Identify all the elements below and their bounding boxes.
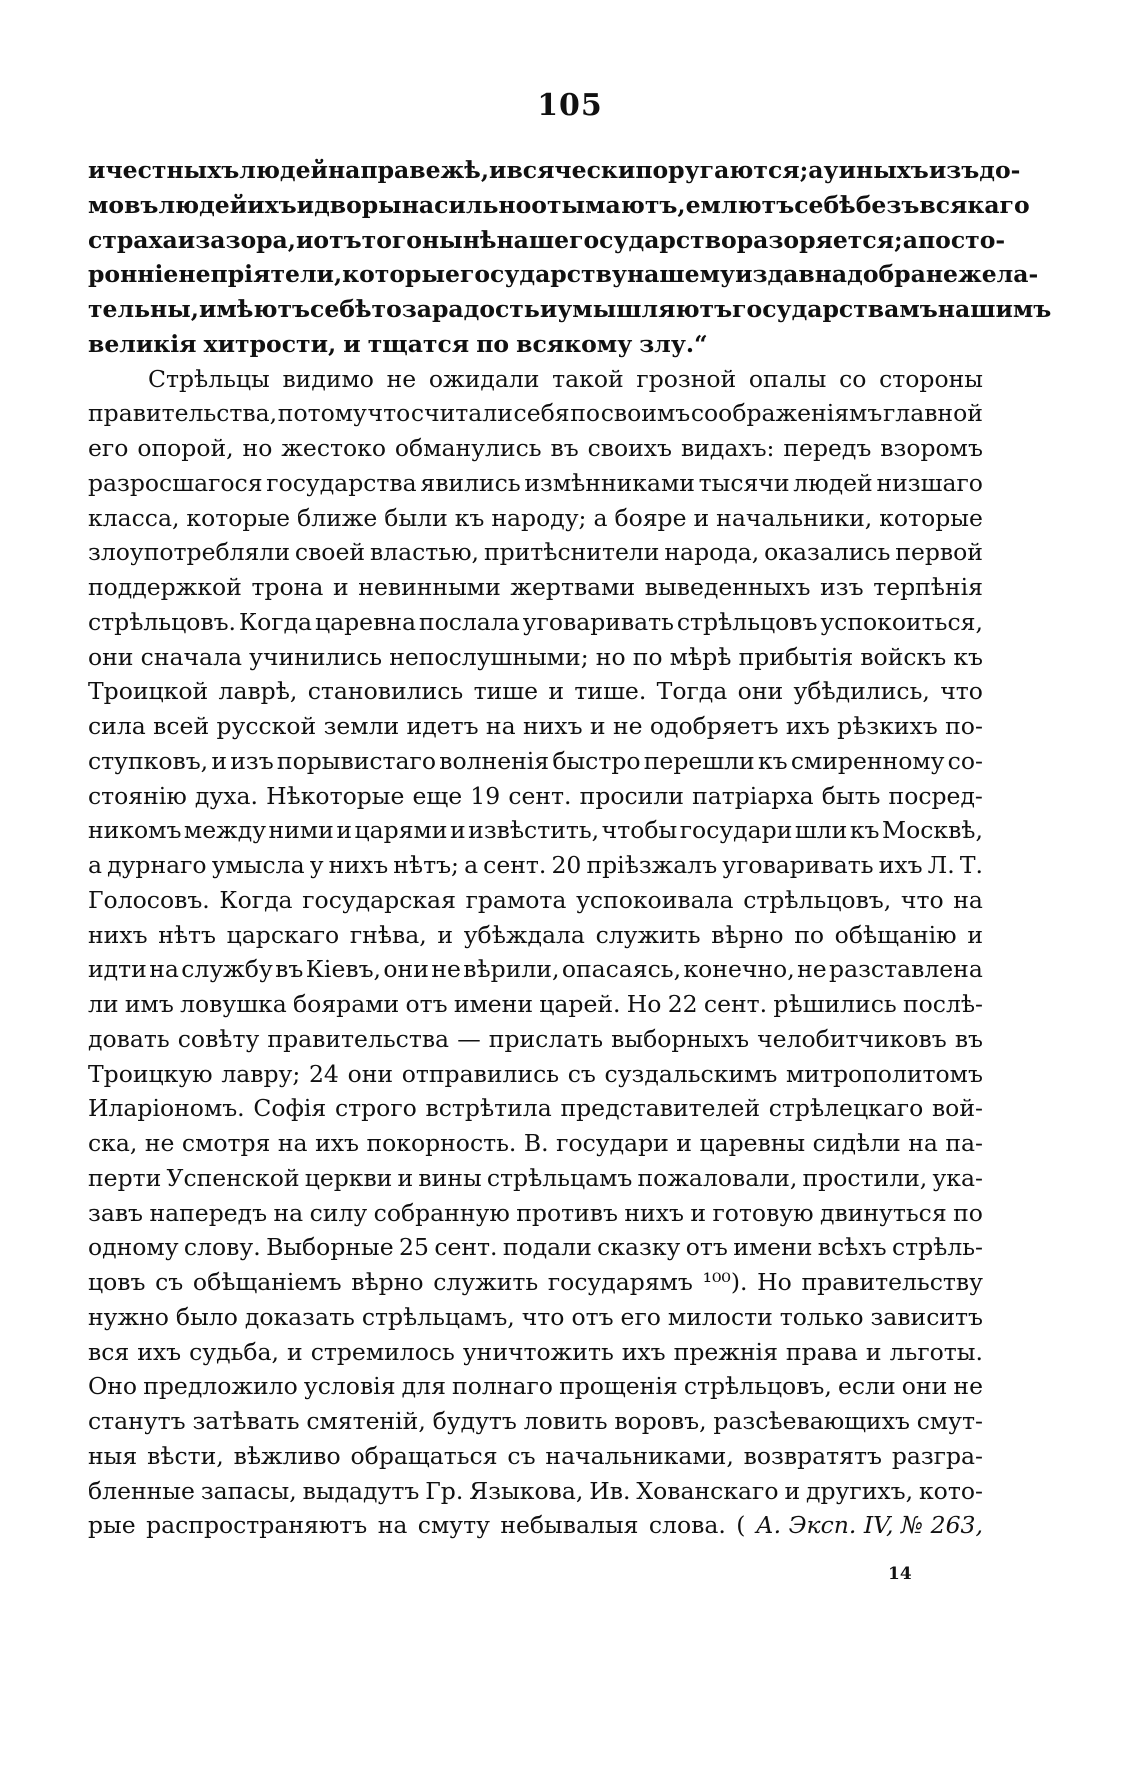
text-line: бленные запасы, выдадутъ Гр. Языкова, Ив. Хованскаго и другихъ, кото- [88,1476,983,1505]
text-line: ли имъ ловушка боярами отъ имени царей. Но 22 сент. рѣшились послѣ- [88,990,983,1018]
text-line: цовъ съ обѣщаніемъ вѣрно служить государямъ ¹⁰⁰). Но правительству [88,1268,983,1296]
text-line: перти Успенской церкви и вины стрѣльцамъ пожаловали, простили, ука- [88,1163,983,1192]
body-text [88,153,1052,1543]
text-line: ска, не смотря на ихъ покорность. В. государи и царевны сидѣли на па- [88,1129,983,1157]
text-line: злоупотребляли своей властью, притѣснители народа, оказались первой [88,538,983,567]
text-line: одному слову. Выборные 25 сент. подали сказку отъ имени всѣхъ стрѣль- [88,1233,983,1262]
text-line: идти на службу въ Кіевъ, они не вѣрили, опасаясь, конечно, не разставлена [88,955,983,984]
text-line: они сначала учинились непослушными; но по мѣрѣ прибытія войскъ къ [88,642,983,671]
text-line: довать совѣту правительства — прислать выборныхъ челобитчиковъ въ [88,1024,983,1053]
text-line: Иларіономъ. Софія строго встрѣтила представителей стрѣлецкаго вой- [88,1094,983,1123]
text-line: его опорой, но жестоко обманулись въ своихъ видахъ: передъ взоромъ [88,434,983,462]
page-number: 105 [537,88,603,123]
text-line: нужно было доказать стрѣльцамъ, что отъ его милости только зависитъ [88,1302,983,1331]
text-line: нихъ нѣтъ царскаго гнѣва, и убѣждала служить вѣрно по обѣщанію и [88,920,983,949]
text-line: Троицкой лаврѣ, становились тише и тише. Тогда они убѣдились, что [88,677,983,706]
text-line: поддержкой трона и невинными жертвами выведенныхъ изъ терпѣнія [88,573,983,601]
text-line: и честныхъ людей на правежѣ, и всячески поругаются; а у иныхъ изъ до- [88,156,1021,184]
text-line: ныя вѣсти, вѣжливо обращаться съ начальниками, возвратятъ разгра- [88,1441,983,1470]
text-line: сила всей русской земли идетъ на нихъ и не одобряетъ ихъ рѣзкихъ по- [88,712,983,740]
citation-reference: А. Эксп. IV, № 263, [755,1511,983,1540]
text-line: Голосовъ. Когда государская грамота успокоивала стрѣльцовъ, что на [88,885,983,914]
text-line: завъ напередъ на силу собранную противъ нихъ и готовую двинуться по [88,1198,983,1227]
text-line: ронніе непріятели, которые государству нашему издавна добра не жела- [88,260,1039,289]
text-line: великія хитрости, и тщатся по всякому злу.“ [88,329,708,358]
text-line: вся ихъ судьба, и стремилось уничтожить ихъ прежнія права и льготы. [88,1337,983,1366]
text-line: правительства, потому что считали себя по своимъ соображеніямъ главной [88,399,983,428]
text-line: а дурнаго умысла у нихъ нѣтъ; а сент. 20 пріѣзжалъ уговаривать ихъ Л. Т. [88,851,983,879]
text-line: стоянію духа. Нѣкоторые еще 19 сент. просили патріарха быть посред- [88,781,983,810]
text-line: Троицкую лавру; 24 они отправились съ суздальскимъ митрополитомъ [88,1059,983,1088]
signature-mark: 14 [888,1564,912,1584]
text-line: Стрѣльцы видимо не ожидали такой грозной опалы со стороны [148,364,983,393]
text-line: станутъ затѣвать смятеній, будутъ ловить воровъ, разсѣевающихъ смут- [88,1407,983,1435]
text-line: ступковъ, и изъ порывистаго волненія быстро перешли къ смиренному со- [88,746,983,775]
text-line: тельны, имѣютъ себѣ то за радость и умышляютъ государствамъ нашимъ [88,295,1052,323]
text-line: никомъ между ними и царями и извѣстить, чтобы государи шли къ Москвѣ, [88,816,983,845]
text-line: Оно предложило условія для полнаго прощенія стрѣльцовъ, если они не [88,1372,983,1401]
text-line: страха и зазора, и отъ того нынѣ наше государство разоряется; а посто- [88,225,1006,254]
text-line: разросшагося государства явились измѣнниками тысячи людей низшаго [88,468,983,497]
text-line: класса, которые ближе были къ народу; а бояре и начальники, которые [88,503,983,532]
text-line: стрѣльцовъ. Когда царевна послала уговаривать стрѣльцовъ успокоиться, [88,607,983,636]
text-line: мовъ людей ихъ и дворы насильно отымаютъ, емлютъ себѣ безъ всякаго [88,190,1030,219]
text-line: рые распространяютъ на смуту небывалыя слова. ( А. Эксп. IV, № 263, [88,1508,983,1543]
